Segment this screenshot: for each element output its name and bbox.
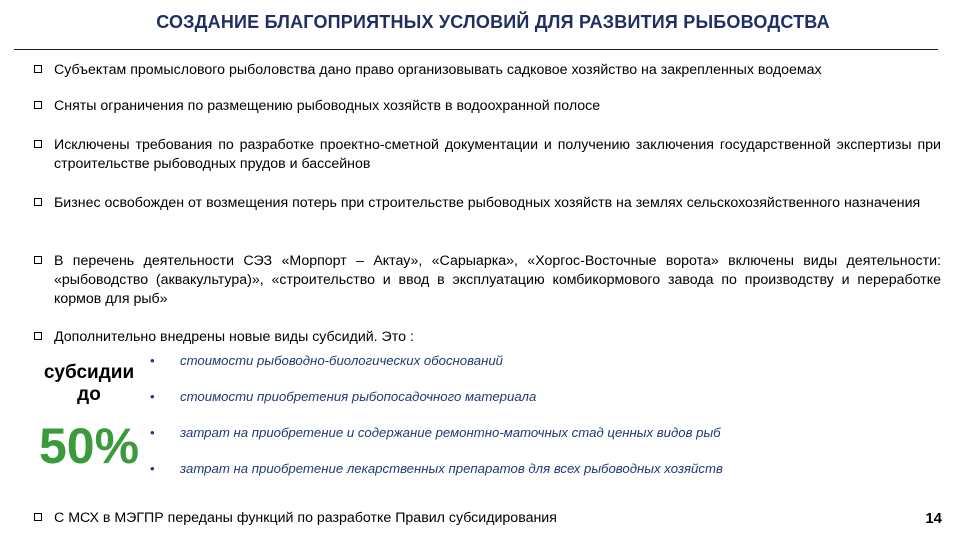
bullet-dot-icon: • <box>150 389 155 404</box>
list-item-text: Бизнес освобожден от возмещения потерь при строительстве рыбоводных хозяйств на землях сельскохозяйственного назначения <box>54 195 921 211</box>
checkbox-bullet-icon <box>34 332 42 340</box>
bullet-dot-icon: • <box>150 353 155 368</box>
checkbox-bullet-icon <box>34 65 42 73</box>
list-item-text: Субъектам промыслового рыболовства дано право организовывать садковое хозяйство на закрепленных водоемах <box>54 62 822 78</box>
bullet-dot-icon: • <box>150 461 155 476</box>
subsidy-label-up-to: до <box>77 384 101 405</box>
checkbox-bullet-icon <box>34 101 42 109</box>
list-item <box>34 136 941 174</box>
list-item <box>34 252 941 309</box>
list-item <box>34 328 941 347</box>
subsidy-percent: 50% <box>38 418 140 474</box>
list-item-text: Исключены требования по разработке проектно-сметной документации и получению заключения государственной экспертизы при строительстве рыбоводных прудов и бассейнов <box>54 137 941 172</box>
list-item-text: Сняты ограничения по размещению рыбоводных хозяйств в водоохранной полосе <box>54 98 601 114</box>
subsidy-bullet-text: затрат на приобретение лекарственных препаратов для всех рыбоводных хозяйств <box>180 461 723 476</box>
checkbox-bullet-icon <box>34 513 42 521</box>
subsidy-bullet-text: стоимости приобретения рыбопосадочного материала <box>180 389 537 404</box>
list-item <box>34 97 941 116</box>
page-number: 14 <box>925 510 942 527</box>
list-item-text: В перечень деятельности СЭЗ «Морпорт – Актау», «Сарыарка», «Хоргос-Восточные ворота» включены виды деятельности: «рыбоводство (аквакультура)», «строительство и ввод в эксплуатацию комбикормового завода по производству и переработке кормов для рыб» <box>54 253 941 307</box>
list-item-text: Дополнительно внедрены новые виды субсидий. Это : <box>54 329 414 345</box>
list-item <box>34 194 941 213</box>
checkbox-bullet-icon <box>34 198 42 206</box>
subsidy-bullet-text: затрат на приобретение и содержание ремонтно-маточных стад ценных видов рыб <box>180 425 721 440</box>
subsidy-callout <box>30 362 148 474</box>
checkbox-bullet-icon <box>34 140 42 148</box>
subsidy-label: субсидии <box>43 362 135 383</box>
list-item-last <box>34 509 674 528</box>
subsidy-bullet-text: стоимости рыбоводно-биологических обоснований <box>180 353 503 368</box>
title-divider <box>14 49 938 50</box>
checkbox-bullet-icon <box>34 256 42 264</box>
page-title: СОЗДАНИЕ БЛАГОПРИЯТНЫХ УСЛОВИЙ ДЛЯ РАЗВИТИЯ РЫБОВОДСТВА <box>156 12 830 32</box>
bullet-dot-icon: • <box>150 425 155 440</box>
list-item <box>34 61 941 80</box>
list-item-text: С МСХ в МЭГПР переданы функций по разработке Правил субсидирования <box>54 510 557 526</box>
